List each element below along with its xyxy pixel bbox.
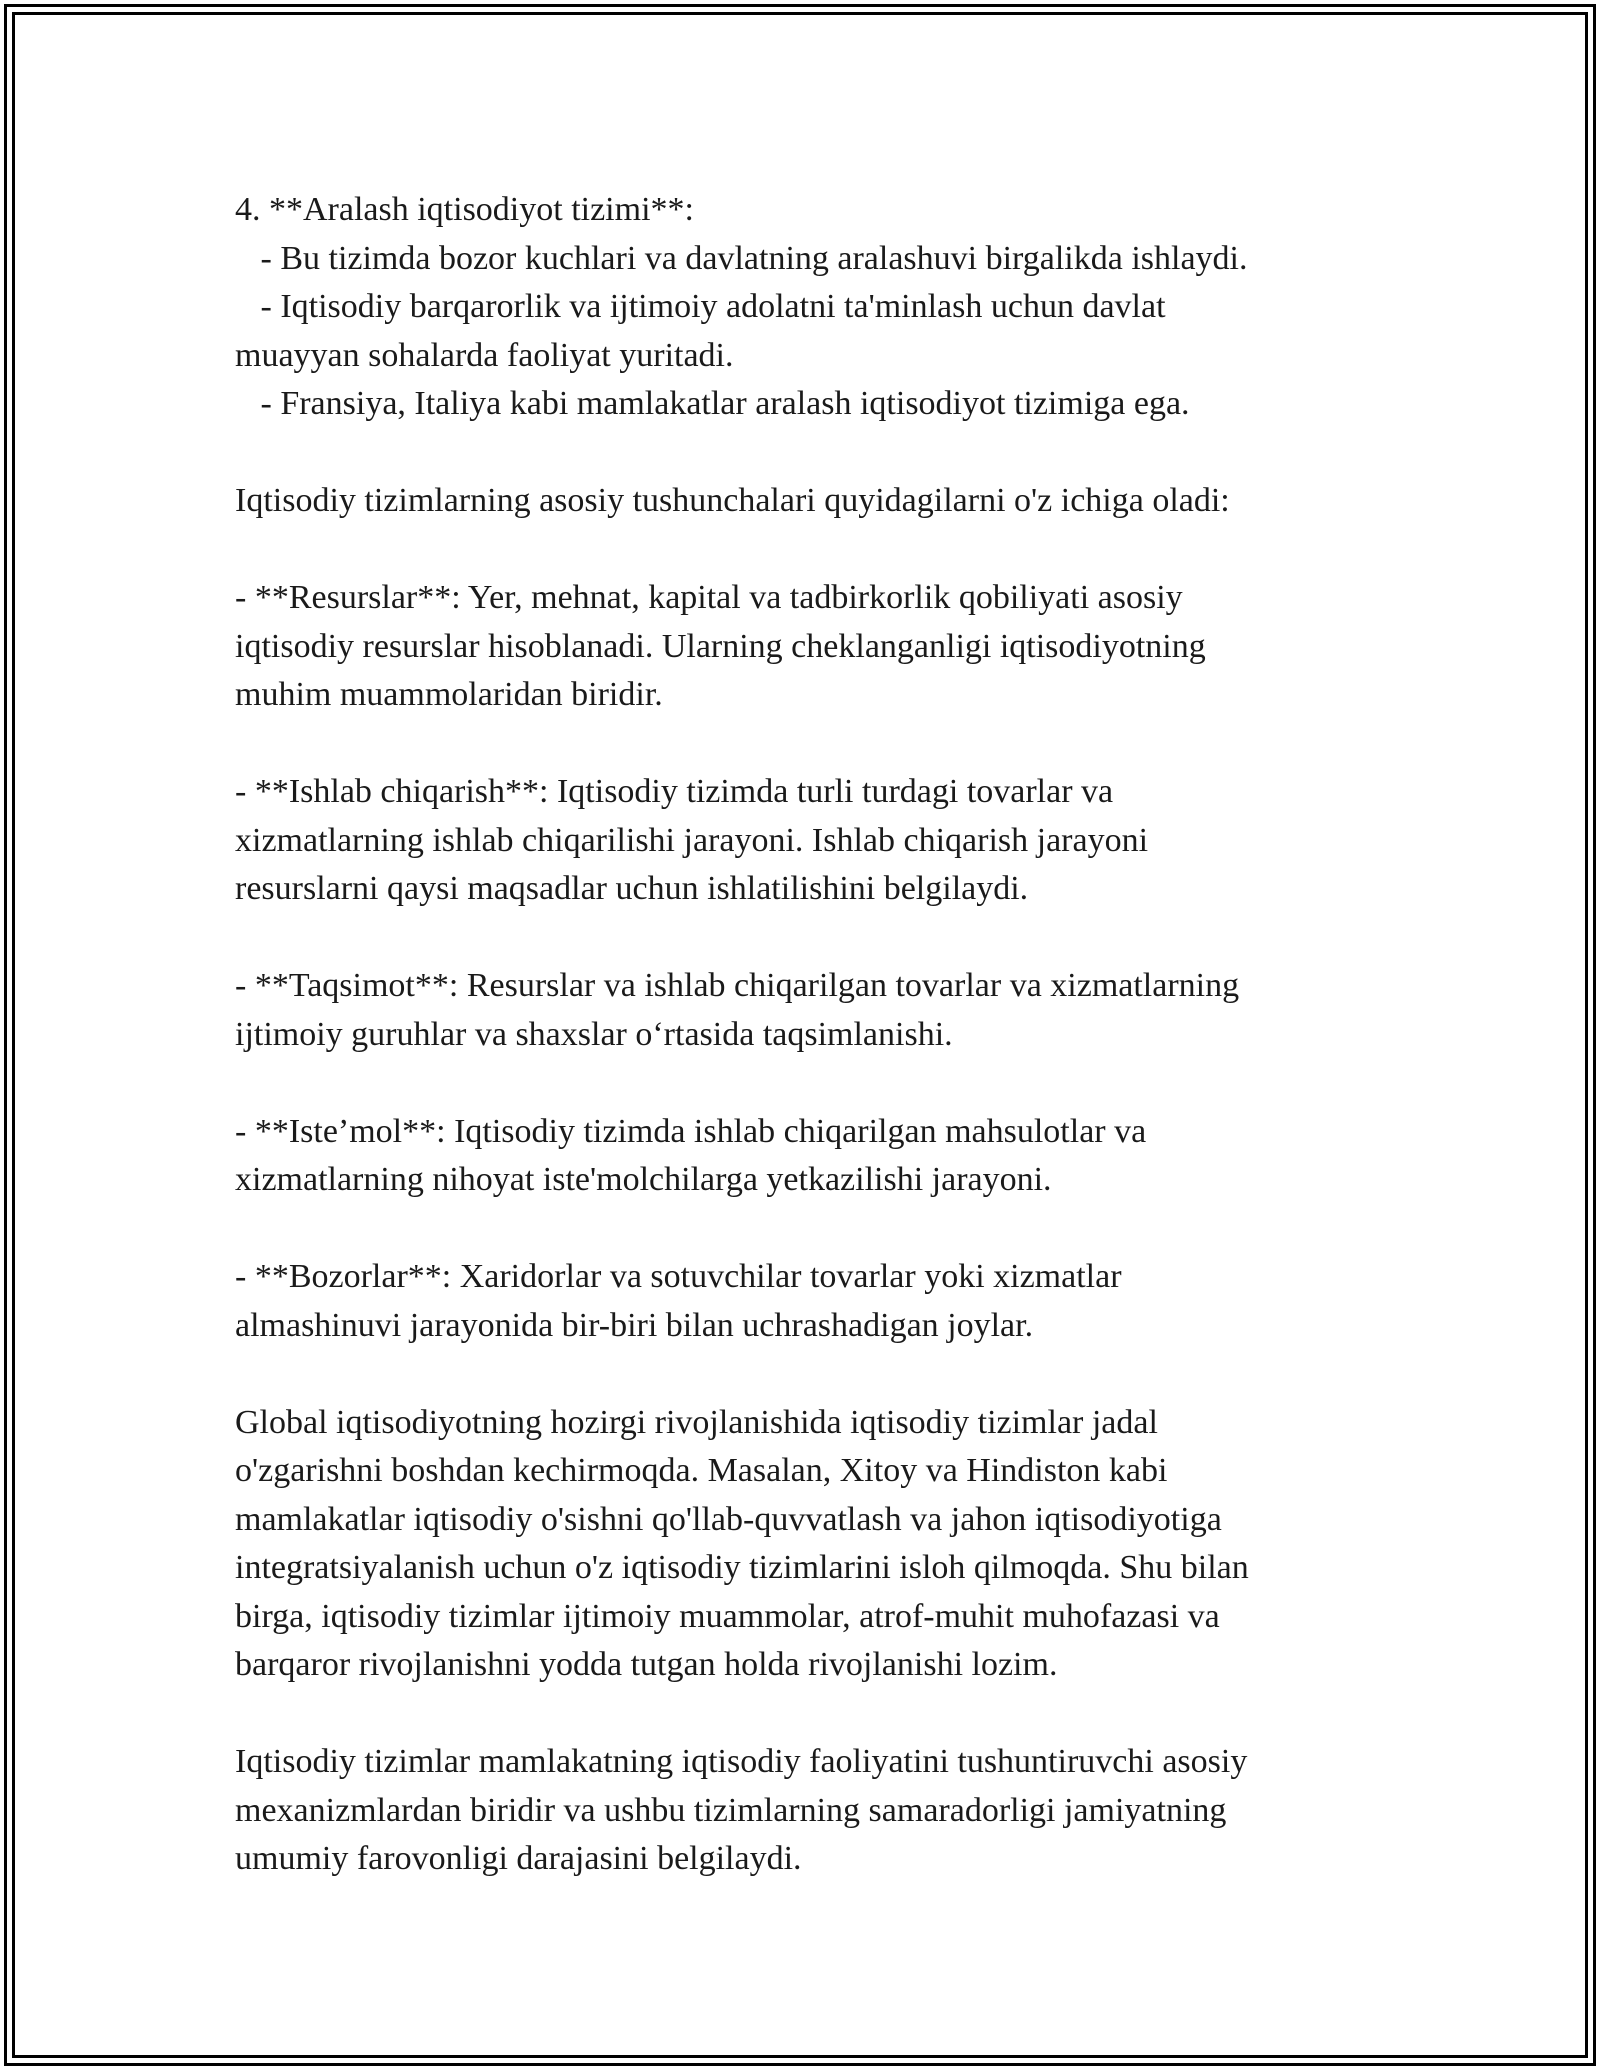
paragraph-line: Iqtisodiy tizimlar mamlakatning iqtisodiy faoliyatini tushuntiruvchi asosiy: [235, 1743, 1248, 1780]
bullet-item-continuation: muayyan sohalarda faoliyat yuritadi.: [235, 336, 734, 374]
paragraph-line: o'zgarishni boshdan kechirmoqda. Masalan, Xitoy va Hindiston kabi: [235, 1452, 1168, 1489]
concept-line: resurslarni qaysi maqsadlar uchun ishlatilishini belgilaydi.: [235, 870, 1029, 907]
paragraph-spacer: [235, 1690, 1365, 1739]
concept-line: - **Resurslar**: Yer, mehnat, kapital va tadbirkorlik qobiliyati asosiy: [235, 579, 1183, 616]
bullet-item: - Iqtisodiy barqarorlik va ijtimoiy adolatni ta'minlash uchun davlat: [235, 288, 1166, 325]
paragraph-spacer: [235, 1205, 1365, 1254]
concept-line: - **Taqsimot**: Resurslar va ishlab chiqarilgan tovarlar va xizmatlarning: [235, 967, 1240, 1004]
paragraph-line: birga, iqtisodiy tizimlar ijtimoiy muammolar, atrof-muhit muhofazasi va: [235, 1597, 1220, 1635]
paragraph-spacer: [235, 429, 1365, 478]
global-economy-paragraph: [235, 1399, 1365, 1690]
paragraph-line: mexanizmlardan biridir va ushbu tizimlarning samaradorligi jamiyatning: [235, 1791, 1227, 1829]
paragraph-line: umumiy farovonligi darajasini belgilaydi.: [235, 1840, 802, 1877]
document-body: [235, 186, 1365, 1884]
intro-paragraph: Iqtisodiy tizimlarning asosiy tushunchalari quyidagilarni o'z ichiga oladi:: [235, 482, 1230, 519]
concept-line: ijtimoiy guruhlar va shaxslar o‘rtasida taqsimlanishi.: [235, 1015, 953, 1053]
paragraph-spacer: [235, 720, 1365, 769]
paragraph-spacer: [235, 1350, 1365, 1399]
paragraph-spacer: [235, 914, 1365, 963]
concept-production: [235, 768, 1365, 914]
paragraph-spacer: [235, 526, 1365, 575]
concept-consumption: [235, 1108, 1365, 1205]
concept-distribution: [235, 962, 1365, 1059]
concept-line: almashinuvi jarayonida bir-biri bilan uchrashadigan joylar.: [235, 1306, 1034, 1344]
concept-markets: [235, 1253, 1365, 1350]
concept-line: xizmatlarning ishlab chiqarilishi jarayoni. Ishlab chiqarish jarayoni: [235, 821, 1149, 859]
section-heading: 4. **Aralash iqtisodiyot tizimi**:: [235, 191, 694, 228]
concept-line: iqtisodiy resurslar hisoblanadi. Ularning cheklanganligi iqtisodiyotning: [235, 627, 1206, 665]
concept-line: - **Ishlab chiqarish**: Iqtisodiy tizimda turli turdagi tovarlar va: [235, 773, 1114, 810]
section-mixed-economy: [235, 186, 1365, 429]
paragraph-line: integratsiyalanish uchun o'z iqtisodiy tizimlarini isloh qilmoqda. Shu bilan: [235, 1549, 1249, 1586]
concept-resources: [235, 574, 1365, 720]
paragraph-line: mamlakatlar iqtisodiy o'sishni qo'llab-quvvatlash va jahon iqtisodiyotiga: [235, 1500, 1222, 1538]
paragraph-line: barqaror rivojlanishni yodda tutgan holda rivojlanishi lozim.: [235, 1646, 1058, 1683]
concept-line: - **Bozorlar**: Xaridorlar va sotuvchilar tovarlar yoki xizmatlar: [235, 1258, 1122, 1295]
paragraph-line: Global iqtisodiyotning hozirgi rivojlanishida iqtisodiy tizimlar jadal: [235, 1403, 1158, 1441]
paragraph-spacer: [235, 1059, 1365, 1108]
conclusion-paragraph: [235, 1738, 1365, 1884]
concept-line: muhim muammolaridan biridir.: [235, 676, 663, 713]
concept-line: xizmatlarning nihoyat iste'molchilarga yetkazilishi jarayoni.: [235, 1161, 1052, 1198]
bullet-item: - Bu tizimda bozor kuchlari va davlatning aralashuvi birgalikda ishlaydi.: [235, 239, 1248, 277]
concept-line: - **Iste’mol**: Iqtisodiy tizimda ishlab chiqarilgan mahsulotlar va: [235, 1112, 1147, 1150]
bullet-item: - Fransiya, Italiya kabi mamlakatlar aralash iqtisodiyot tizimiga ega.: [235, 385, 1190, 422]
